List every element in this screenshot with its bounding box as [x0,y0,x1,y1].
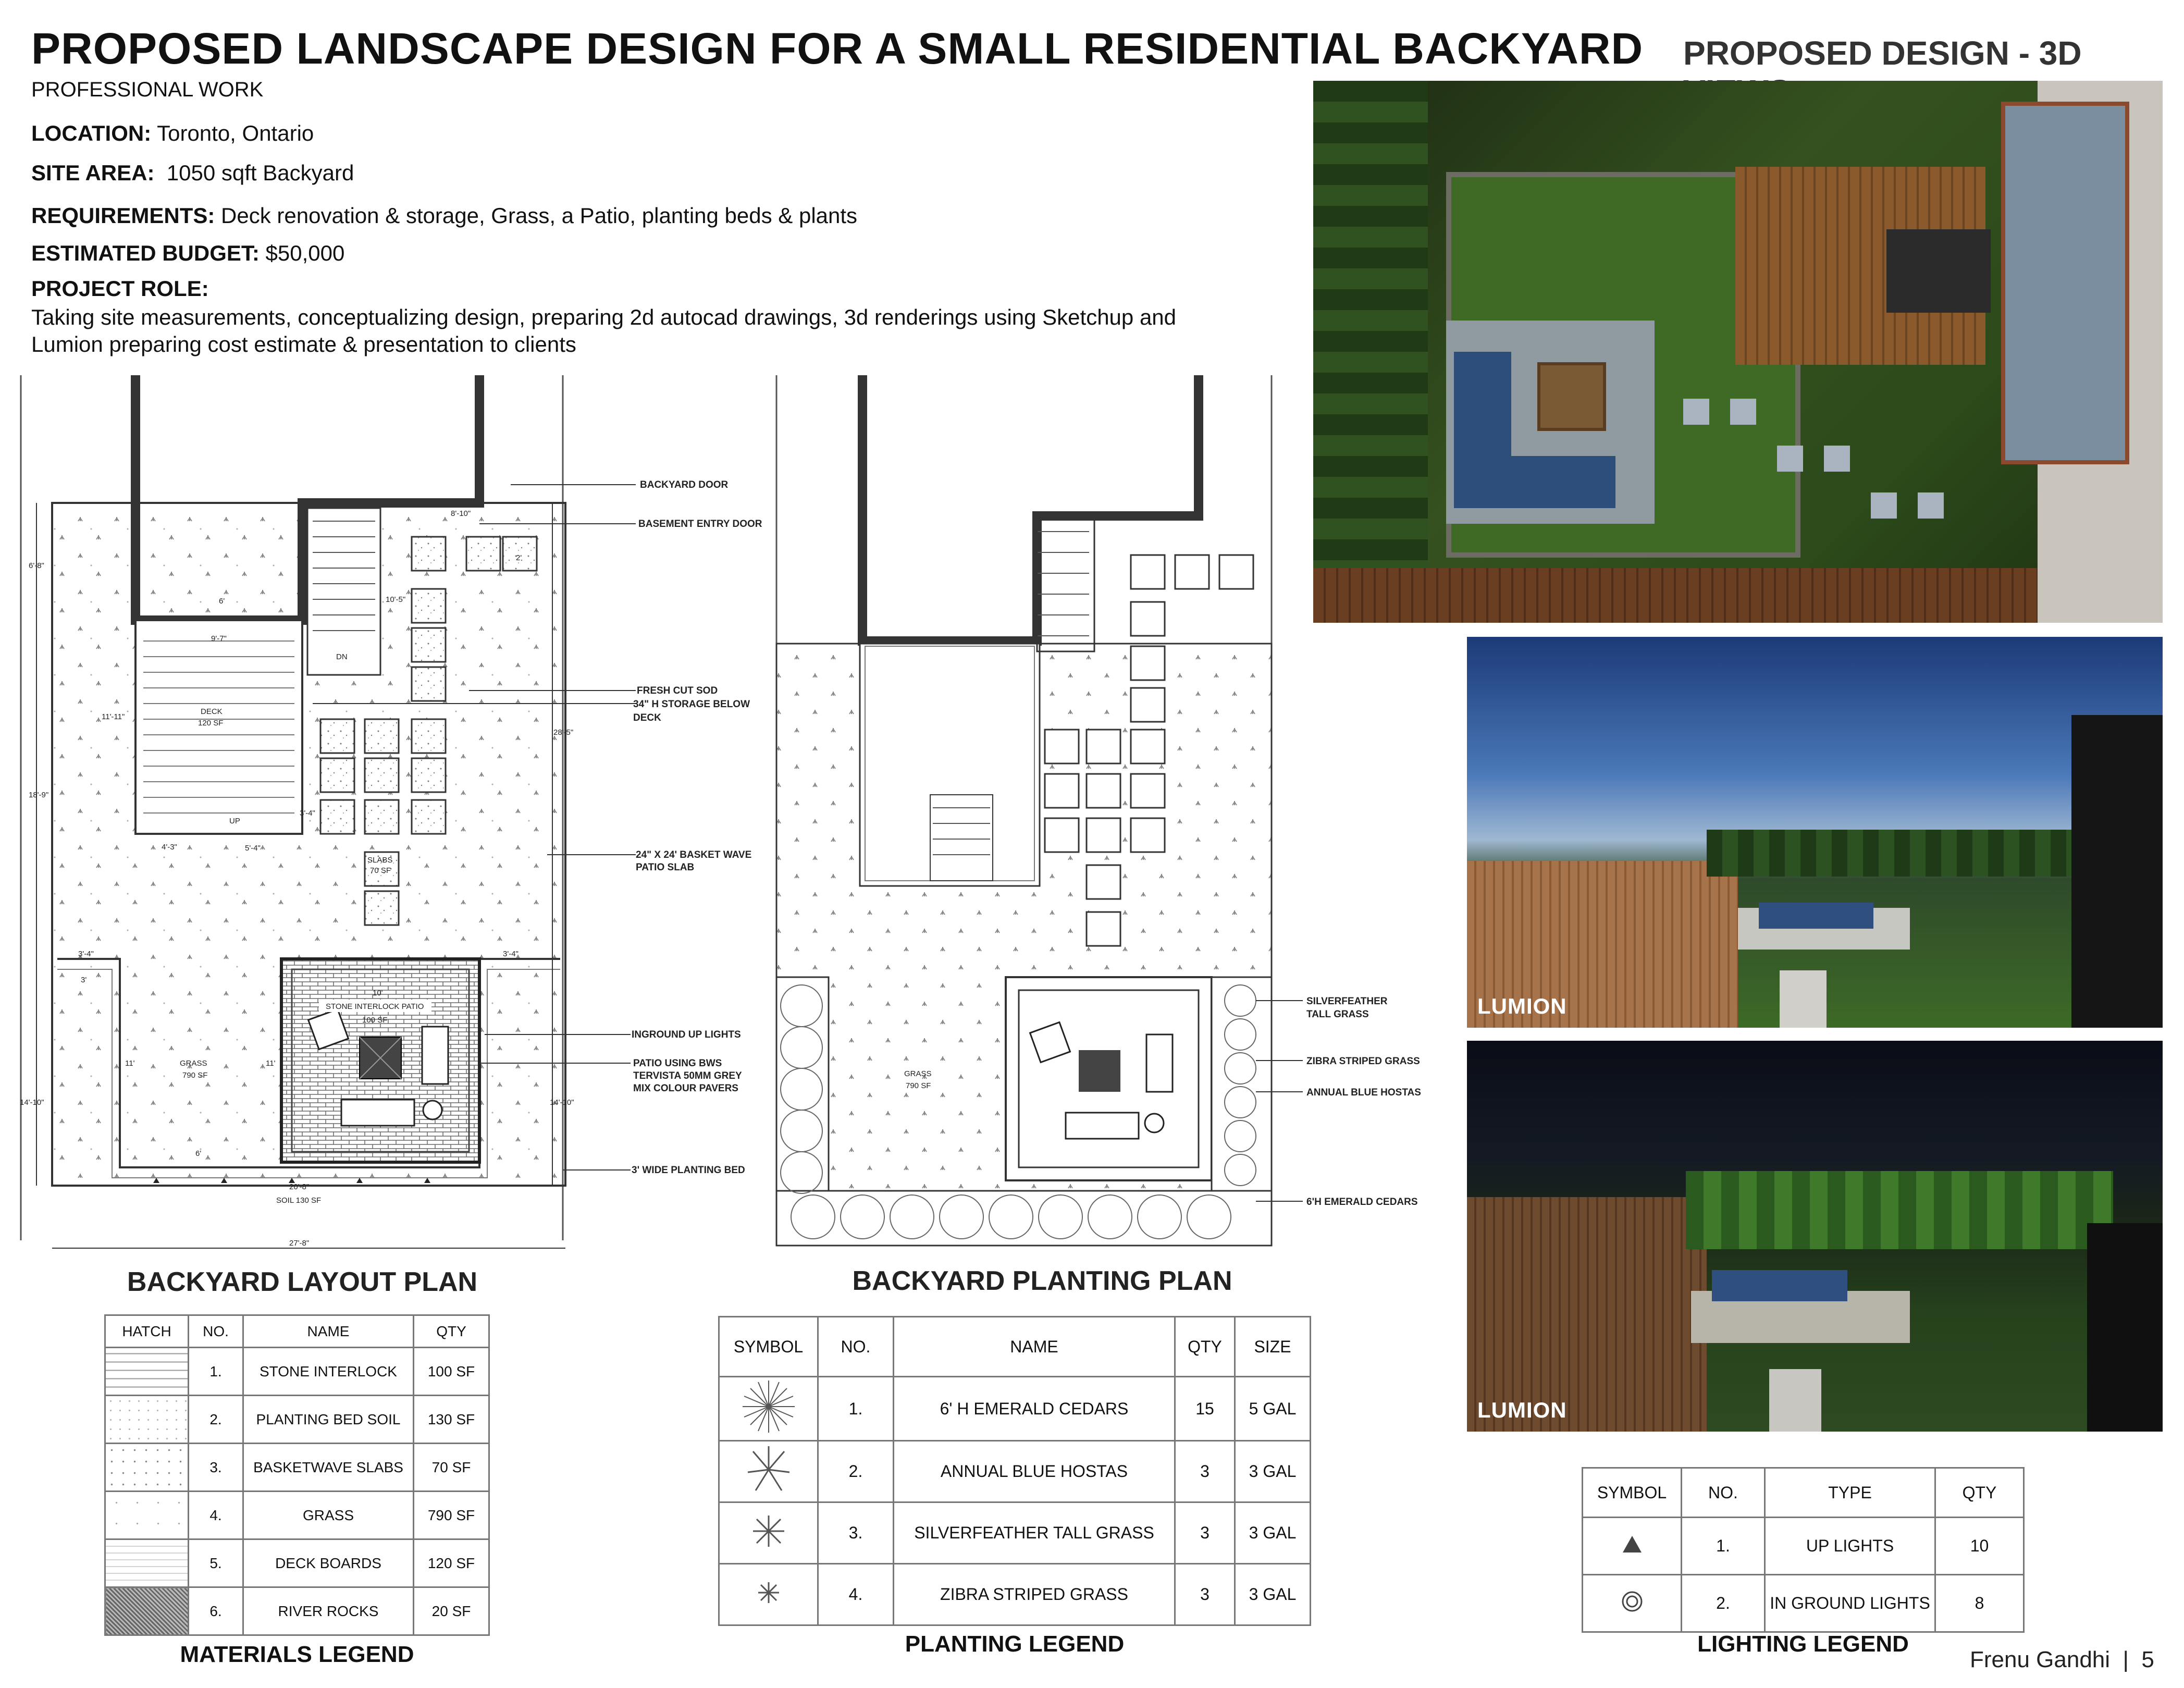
site-area-line: SITE AREA: 1050 sqft Backyard [31,161,354,185]
callout-sod: FRESH CUT SOD [637,685,718,696]
header-hatch: HATCH [105,1315,189,1348]
table-row: 4. GRASS 790 SF [105,1492,489,1539]
budget-line: ESTIMATED BUDGET: $50,000 [31,241,345,265]
river-rocks-hatch [105,1587,189,1635]
header-no: NO. [1682,1468,1765,1518]
up-label: UP [229,817,240,825]
dim-deck-top: 6' [219,597,225,606]
materials-legend-table [104,1314,490,1636]
header-qty: QTY [1175,1317,1235,1377]
dim-bed-left: 3'-4" [78,950,94,958]
grass-hatch [105,1492,189,1539]
page-title: PROPOSED LANDSCAPE DESIGN FOR A SMALL RESIDENTIAL BACKYARD [31,24,1644,73]
dim-right-bottom: 14'-10" [550,1098,574,1107]
planting-plan-title: BACKYARD PLANTING PLAN [852,1266,1232,1296]
callout-basketwave: 24" X 24' BASKET WAVE [636,849,752,860]
location-line: LOCATION: Toronto, Ontario [31,121,314,145]
deck-label: DECK [201,707,223,716]
requirements-line: REQUIREMENTS: Deck renovation & storage, Grass, a Patio, planting beds & plants [31,203,858,228]
dim-left-top: 6'-8" [29,561,44,570]
deck-area: 120 SF [198,719,224,728]
table-row: 6. RIVER ROCKS 20 SF [105,1587,489,1635]
top-view-render [1313,81,2163,623]
grass-label: GRASS [180,1059,207,1068]
lighting-legend-title: LIGHTING LEGEND [1697,1631,1909,1657]
callout-basement-door: BASEMENT ENTRY DOOR [638,519,762,529]
role-heading: PROJECT ROLE: [31,276,209,301]
lighting-legend-table [1582,1467,2025,1633]
basketwave-slabs-hatch [105,1444,189,1492]
header-type: TYPE [1765,1468,1935,1518]
patio-label: STONE INTERLOCK PATIO [326,1002,424,1011]
header-qty: QTY [1935,1468,2024,1518]
cedar-symbol-icon [719,1377,818,1441]
silverfeather-symbol-icon [719,1502,818,1564]
callout-zibra: ZIBRA STRIPED GRASS [1306,1056,1420,1067]
page-footer: Frenu Gandhi | 5 [1970,1647,2154,1672]
role-text-2: Lumion preparing cost estimate & presentation to clients [31,332,576,356]
callout-up-lights: INGROUND UP LIGHTS [632,1029,741,1040]
dim-left-mid: 18'-9" [29,791,49,799]
stone-interlock-hatch [105,1348,189,1396]
header-name: NAME [243,1315,414,1348]
lumion-watermark-day: LUMION [1477,994,1567,1018]
layout-plan-title: BACKYARD LAYOUT PLAN [127,1267,478,1297]
callout-cedars: 6'H EMERALD CEDARS [1306,1197,1418,1208]
table-row: 4. ZIBRA STRIPED GRASS 3 3 GAL [719,1564,1311,1625]
dim-left-bottom: 14'-10" [20,1098,44,1107]
planting-grass-area: 790 SF [906,1081,931,1090]
table-row: 5. DECK BOARDS 120 SF [105,1539,489,1587]
dim-deck-left: 4'-3" [162,843,177,852]
callout-tervista: TERVISTA 50MM GREY [633,1070,742,1081]
triangle-icon [1583,1518,1682,1575]
callout-pavers: MIX COLOUR PAVERS [633,1083,738,1094]
table-row: 1. STONE INTERLOCK 100 SF [105,1348,489,1396]
table-row: 1. 6' H EMERALD CEDARS 15 5 GAL [719,1377,1311,1441]
dim-right-mid: 28'-5" [553,728,574,737]
backyard-layout-plan-drawing [0,365,782,1261]
dim-stair-run: 10'-5" [386,595,406,604]
dn-label: DN [336,652,348,661]
dim-grass-bottom: 6' [195,1149,202,1158]
callout-hostas: ANNUAL BLUE HOSTAS [1306,1087,1421,1098]
dim-bed-right: 3'-4" [503,950,519,958]
dim-deck-right: 5'-4" [245,844,261,853]
day-view-render [1467,637,2163,1028]
table-row: 2. IN GROUND LIGHTS 8 [1583,1575,2024,1632]
header-no: NO. [818,1317,894,1377]
dim-deck-height: 11'-11" [102,712,125,721]
planting-grass-label: GRASS [904,1069,932,1078]
grass-area: 790 SF [182,1071,208,1080]
dim-top-right: 8'-10" [451,509,471,518]
planting-legend-title: PLANTING LEGEND [905,1631,1125,1657]
dim-grass-left: 11' [125,1059,135,1068]
dim-grass-right: 11' [266,1059,276,1068]
callout-patio-bws: PATIO USING BWS [633,1058,722,1069]
lumion-watermark-night: LUMION [1477,1398,1567,1422]
callout-patio-slab: PATIO SLAB [636,862,695,873]
callout-tall-grass: TALL GRASS [1306,1009,1369,1020]
night-view-render [1467,1041,2163,1432]
dim-bed-width: 3' [81,976,87,984]
page-subtitle: PROFESSIONAL WORK [31,78,264,101]
table-row: 2. ANNUAL BLUE HOSTAS 3 3 GAL [719,1441,1311,1502]
dim-width-inner: 20'-8" [289,1182,310,1191]
header-qty: QTY [414,1315,489,1348]
dim-slab-gap: 2' [516,553,522,562]
slabs-label: SLABS [367,856,393,865]
planting-bed-soil-hatch [105,1396,189,1444]
soil-label: SOIL 130 SF [276,1196,322,1205]
header-symbol: SYMBOL [1583,1468,1682,1518]
dim-slab-offset: 3'-4" [300,809,315,818]
header-symbol: SYMBOL [719,1317,818,1377]
ring-icon [1583,1575,1682,1632]
header-size: SIZE [1235,1317,1311,1377]
callout-storage: 34" H STORAGE BELOW [633,699,750,710]
slabs-area: 70 SF [370,866,391,875]
dim-deck-width: 9'-7" [211,634,227,643]
callout-planting-bed: 3' WIDE PLANTING BED [632,1165,745,1176]
dim-patio-top: 10' [373,989,383,997]
views-title: PROPOSED DESIGN - 3D [1683,34,2082,72]
dim-width-total: 27'-8" [289,1239,310,1248]
header-name: NAME [894,1317,1175,1377]
planting-legend-table [718,1316,1311,1626]
materials-legend-title: MATERIALS LEGEND [180,1642,414,1667]
role-text-1: Taking site measurements, conceptualizing design, preparing 2d autocad drawings, 3d renderings using Sketchup and [31,305,1177,329]
callout-backyard-door: BACKYARD DOOR [640,479,729,490]
table-row: 3. SILVERFEATHER TALL GRASS 3 3 GAL [719,1502,1311,1564]
hosta-symbol-icon [719,1441,818,1502]
table-row: 3. BASKETWAVE SLABS 70 SF [105,1444,489,1492]
header-no: NO. [189,1315,243,1348]
callout-deck: DECK [633,712,661,723]
patio-area: 100 SF [362,1016,388,1025]
table-row: 1. UP LIGHTS 10 [1583,1518,2024,1575]
zibra-symbol-icon [719,1564,818,1625]
callout-silverfeather: SILVERFEATHER [1306,996,1388,1007]
deck-boards-hatch [105,1539,189,1587]
table-row: 2. PLANTING BED SOIL 130 SF [105,1396,489,1444]
